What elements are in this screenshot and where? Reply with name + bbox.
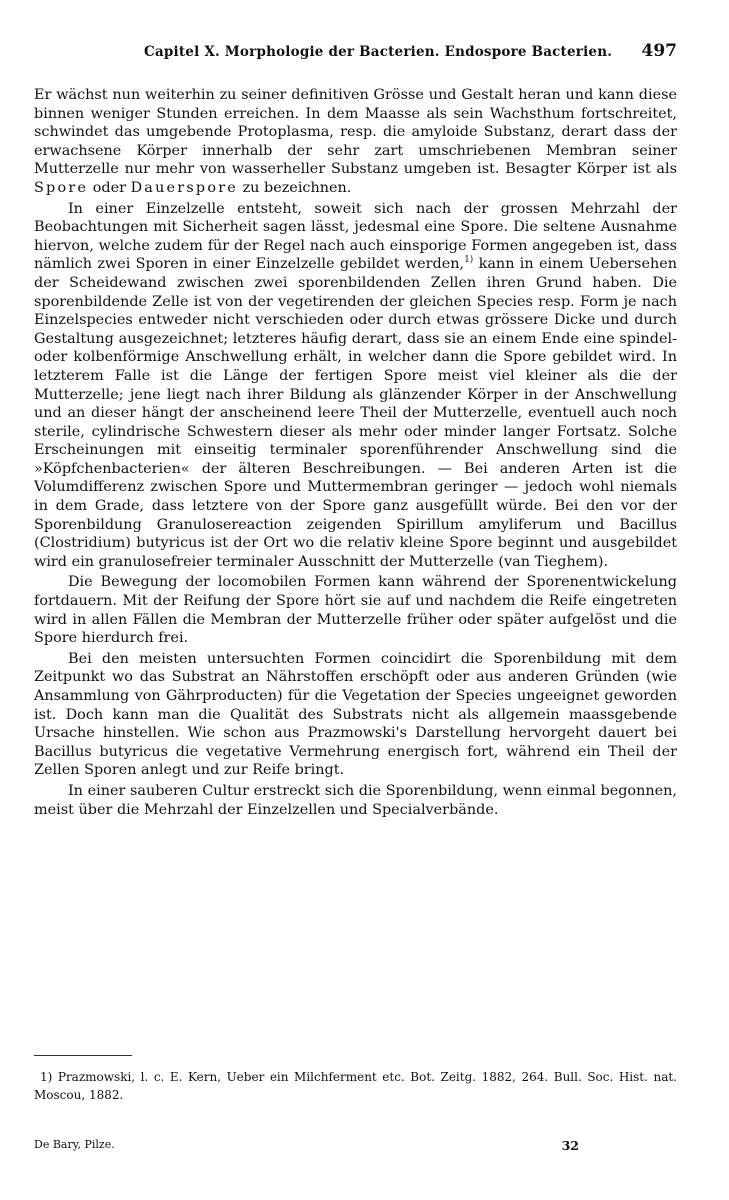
footnote — [34, 1068, 677, 1104]
footnote-reference: 1) — [464, 255, 474, 266]
paragraph-1 — [34, 86, 677, 198]
term-dauerspore: Dauerspore — [130, 179, 238, 196]
page-footer — [34, 1138, 579, 1153]
signature-mark: 32 — [561, 1138, 579, 1153]
page-header — [34, 40, 677, 63]
paragraph-2-text-after: kann in einem Uebersehen der Scheidewand zwischen zwei sporenbildenden Zellen ihren Grund haben. Die sporenbildende Zelle ist von der vegetirenden der gleichen Species resp. Form je nach Einzelspecies entweder nicht verschieden oder durch etwas grössere Dicke und durch Gestaltung ausgezeichnet; letzteres häufig derart, dass sie an einem Ende eine spindel- oder kolbenförmige Anschwellung erhält, in welcher dann die Spore gebildet wird. In letzterem Falle ist die Länge der fertigen Spore meist viel kleiner als die der Mutterzelle; jene liegt nach ihrer Bildung als glänzender Körper in der Anschwellung und an dieser hängt der anscheinend leere Theil der Mutterzelle, eventuell auch noch sterile, cylindrische Schwestern dieser als mehr oder minder langer Fortsatz. Solche Erscheinungen mit einseitig terminaler sporenführender Anschwellung sind die »Köpfchenbacterien« der älteren Beschreibungen. — Bei anderen Arten ist die Volumdifferenz zwischen Spore und Muttermembran geringer — jedoch wohl niemals in dem Grade, dass letztere von der Spore ganz ausgefüllt würde. Bei den vor der Sporenbildung Granulosereaction zeigenden Spirillum amyliferum und Bacillus (Clostridium) butyricus ist der Ort wo die relativ kleine Spore beginnt und ausgebildet wird ein granulosefreier terminaler Ausschnitt der Mutterzelle (van Tieghem). — [34, 256, 678, 570]
paragraph-3: Die Bewegung der locomobilen Formen kann während der Sporenentwickelung fortdauern. Mit der Reifung der Spore hört sie auf und nachdem die Reife eingetreten wird in allen Fällen die Membran der Mutterzelle früher oder später aufgelöst und die Spore hierdurch frei. — [34, 574, 677, 647]
footnote-divider — [34, 1055, 132, 1056]
paragraph-1-text-mid: oder — [88, 179, 131, 196]
body-text — [34, 86, 677, 821]
term-spore: Spore — [34, 179, 89, 196]
footnote-text: Prazmowski, l. c. E. Kern, Ueber ein Milchferment etc. Bot. Zeitg. 1882, 264. Bull. Soc. Hist. nat. Moscou, 1882. — [34, 1070, 677, 1102]
paragraph-2-text-before: In einer Einzelzelle entsteht, soweit sich nach der grossen Mehrzahl der Beobachtungen mit Sicherheit sagen lässt, jedesmal eine Spore. Die seltene Ausnahme hiervon, welche zudem für der Regel nach auch einsporige Formen angegeben ist, dass nämlich zwei Sporen in einer Einzelzelle gebildet werden, — [34, 200, 677, 273]
paragraph-5: In einer sauberen Cultur erstreckt sich die Sporenbildung, wenn einmal begonnen, meist über die Mehrzahl der Einzelzellen und Specialverbände. — [34, 782, 677, 818]
page-number: 497 — [641, 41, 677, 61]
paragraph-1-text-after: zu bezeichnen. — [238, 179, 352, 196]
paragraph-2 — [34, 200, 677, 572]
paragraph-4: Bei den meisten untersuchten Formen coincidirt die Sporenbildung mit dem Zeitpunkt wo das Substrat an Nährstoffen erschöpft oder aus anderen Gründen (wie Ansammlung von Gährproducten) für die Vegetation der Species ungeeignet geworden ist. Doch kann man die Qualität des Substrats nicht als allgemein maassgebende Ursache hinstellen. Wie schon aus Prazmowski's Darstellung hervorgeht dauert bei Bacillus butyricus die vegetative Vermehrung energisch fort, während ein Theil der Zellen Sporen anlegt und zur Reife bringt. — [34, 650, 677, 779]
footer-author-title: De Bary, Pilze. — [34, 1138, 115, 1151]
paragraph-1-text-before: Er wächst nun weiterhin zu seiner definitiven Grösse und Gestalt heran und kann diese binnen weniger Stunden erreichen. In dem Maasse als sein Wachsthum fortschreitet, schwindet das umgebende Protoplasma, resp. die amyloide Substanz, derart dass der erwachsene Körper innerhalb der sehr zart umschriebenen Membran seiner Mutterzelle nur mehr von wasserheller Substanz umgeben ist. Besagter Körper ist als — [34, 87, 677, 178]
footnote-marker: 1) — [40, 1070, 53, 1084]
running-title: Capitel X. Morphologie der Bacterien. Endospore Bacterien. — [144, 44, 613, 60]
